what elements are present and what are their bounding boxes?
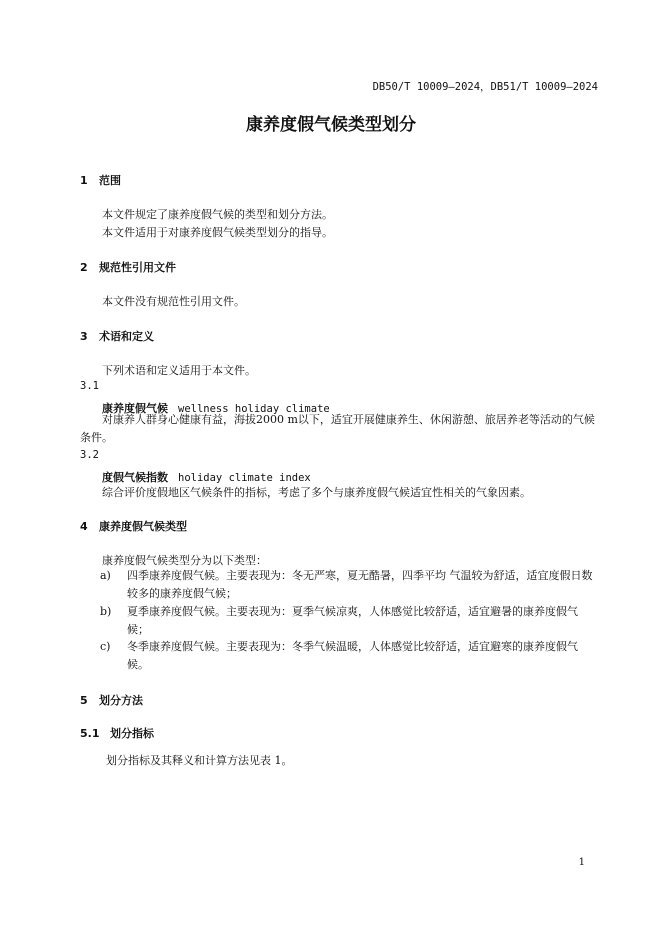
paragraph: 康养度假气候类型分为以下类型： [102,554,267,567]
section-heading-classification-method [80,692,143,708]
term-english: wellness holiday climate [178,403,330,415]
list-item [100,638,597,674]
paragraph: 本文件适用于对康养度假气候类型划分的指导。 [102,226,333,239]
paragraph: 本文件没有规范性引用文件。 [102,295,245,308]
section-title: 术语和定义 [99,330,154,343]
section-title: 规范性引用文件 [99,261,176,274]
term-number: 3.1 [80,380,99,392]
section-number: 3 [80,330,88,343]
document-code-header: DB50/T 10009—2024，DB51/T 10009—2024 [372,81,598,93]
term-number: 3.2 [80,449,99,461]
subsection-heading-indicators [80,725,154,741]
term-entry [102,466,311,485]
paragraph: 下列术语和定义适用于本文件。 [102,364,256,377]
list-item-text: 夏季康养度假气候。主要表现为：夏季气候凉爽，人体感觉比较舒适，适宜避暑的康养度假气候； [127,605,578,636]
term-definition: 综合评价度假地区气候条件的指标，考虑了多个与康养度假气候适宜性相关的气象因素。 [102,486,531,499]
section-title: 范围 [99,174,121,187]
paragraph: 本文件规定了康养度假气候的类型和划分方法。 [102,208,333,221]
term-english: holiday climate index [178,472,311,484]
section-heading-climate-types [80,518,187,534]
paragraph: 划分指标及其释义和计算方法见表 1。 [106,754,293,767]
list-item-label: c) [100,640,111,653]
list-item-text: 四季康养度假气候。主要表现为：冬无严寒，夏无酷暑，四季平均 气温较为舒适，适宜度假日数较多的康养度假气候； [127,569,593,600]
section-number: 5 [80,694,88,707]
list-item-text: 冬季康养度假气候。主要表现为：冬季气候温暖，人体感觉比较舒适，适宜避寒的康养度假气候。 [127,640,578,671]
list-item [100,567,597,603]
section-title: 划分方法 [99,694,143,707]
section-heading-terms-definitions [80,328,154,344]
section-title: 康养度假气候类型 [99,520,187,533]
document-title: 康养度假气候类型划分 [246,115,416,135]
page-number: 1 [578,857,585,868]
section-heading-normative-references [80,259,176,275]
section-number: 2 [80,261,88,274]
subsection-number: 5.1 [80,727,100,740]
list-item [100,603,597,639]
term-chinese: 康养度假气候 [102,402,168,415]
list-item-label: a) [100,569,111,582]
section-number: 4 [80,520,88,533]
section-number: 1 [80,174,88,187]
subsection-title: 划分指标 [110,727,154,740]
section-heading-scope [80,172,121,188]
term-chinese: 度假气候指数 [102,471,168,484]
list-item-label: b) [100,605,112,618]
term-definition: 对康养人群身心健康有益，海拔2000 m以下，适宜开展健康养生、休闲游憩、旅居养老等活动的气候条件。 [80,413,595,444]
